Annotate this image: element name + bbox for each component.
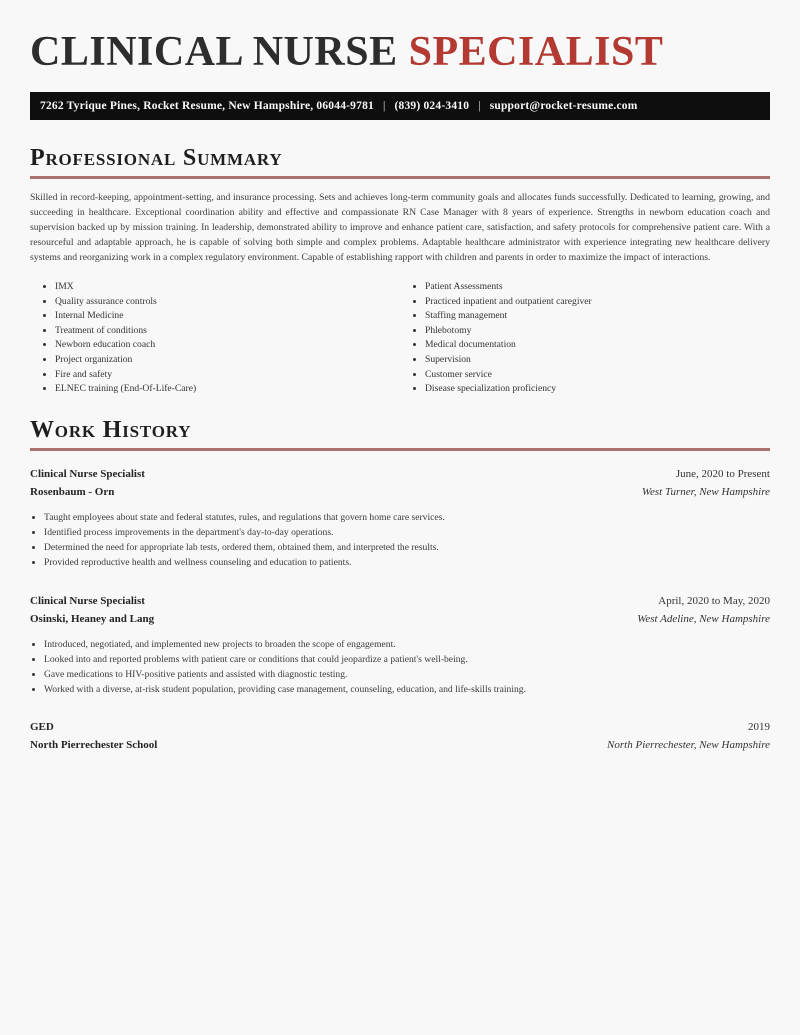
skill-item: • ELNEC training (End-Of-Life-Care)	[55, 382, 400, 397]
job-company: Osinski, Heaney and Lang	[30, 612, 155, 625]
job-dates: June, 2020 to Present	[675, 467, 770, 480]
skill-item: • Treatment of conditions	[55, 324, 400, 339]
contact-separator: |	[478, 100, 481, 113]
page-title	[30, 30, 770, 74]
section-divider	[30, 448, 770, 451]
professional-summary-section	[30, 146, 770, 397]
job-bullet: • Gave medications to HIV-positive patients and assisted with diagnostic testing.	[44, 667, 770, 682]
skill-item: • Practiced inpatient and outpatient caregiver	[425, 295, 770, 310]
education-entry	[30, 718, 770, 754]
work-history-section	[30, 418, 770, 755]
skills-list-left	[30, 280, 400, 397]
page-title-primary: CLINICAL NURSE	[30, 29, 398, 75]
job-location: West Turner, New Hampshire	[641, 485, 770, 498]
education-location: North Pierrechester, New Hampshire	[607, 739, 770, 752]
job-dates: April, 2020 to May, 2020	[658, 594, 770, 607]
skill-item: • Disease specialization proficiency	[425, 382, 770, 397]
skill-item: • IMX	[55, 280, 400, 295]
skill-item: • Fire and safety	[55, 368, 400, 383]
contact-phone: (839) 024-3410	[394, 100, 470, 113]
education-degree: GED	[30, 721, 54, 734]
job-title-row	[30, 592, 770, 610]
section-divider	[30, 176, 770, 179]
job-bullet: • Taught employees about state and federal statutes, rules, and regulations that govern home care services.	[44, 510, 770, 525]
job-entry	[30, 592, 770, 698]
job-bullet: • Introduced, negotiated, and implemented new projects to broaden the scope of engagement.	[44, 637, 770, 652]
education-school: North Pierrechester School	[30, 739, 158, 752]
skill-item: • Project organization	[55, 353, 400, 368]
section-title-work-history: Work History	[30, 416, 192, 443]
job-bullet: • Provided reproductive health and wellness counseling and education to patients.	[44, 555, 770, 570]
education-year: 2019	[748, 721, 770, 734]
job-bullet-list	[30, 637, 770, 698]
skill-item: • Medical documentation	[425, 338, 770, 353]
section-title-professional-summary: Professional Summary	[30, 145, 283, 172]
job-title-row	[30, 465, 770, 483]
skill-item: • Internal Medicine	[55, 309, 400, 324]
job-title: Clinical Nurse Specialist	[30, 594, 145, 607]
skill-item: • Staffing management	[425, 309, 770, 324]
resume-header	[30, 30, 770, 120]
contact-separator: |	[382, 100, 386, 113]
skills-columns	[30, 280, 770, 397]
skills-list-right	[400, 280, 770, 397]
job-bullet: • Identified process improvements in the department's day-to-day operations.	[44, 525, 770, 540]
contact-bar	[30, 92, 770, 120]
job-bullet: • Looked into and reported problems with patient care or conditions that could jeopardize a patient's well-being.	[44, 652, 770, 667]
contact-email: support@rocket-resume.com	[489, 100, 638, 113]
skill-item: • Supervision	[425, 353, 770, 368]
summary-paragraph: Skilled in record-keeping, appointment-setting, and insurance processing. Sets and achieves long-term community goals and allocates funds successfully. Dedicated to learning, growing, and succeeding in healthcare. Exceptional coordination ability and effective and compassionate RN Case Manager with 8 years of experience. Strengths in newborn education coach and supervision backed up by mission training. In leadership, demonstrated ability to improve and enhance patient care, satisfaction, and safety protocols for comprehensive patient care. With a resourceful and adaptable approach, he is capable of solving both simple and complex problems. Adaptable healthcare administrator with experience integrating new healthcare delivery systems and reorganizing work in a complex regulatory environment. Capable of establishing rapport with children and parents in order to maximize the impact of interactions.	[30, 192, 770, 264]
education-degree-row	[30, 718, 770, 736]
skill-item: • Customer service	[425, 368, 770, 383]
job-company-row	[30, 483, 770, 501]
skill-item: • Phlebotomy	[425, 324, 770, 339]
job-bullet: • Determined the need for appropriate lab tests, ordered them, obtained them, and interpreted the results.	[44, 540, 770, 555]
job-entry	[30, 465, 770, 571]
job-bullet: • Worked with a diverse, at-risk student population, providing case management, counseling, education, and life-skills training.	[44, 682, 770, 697]
job-company-row	[30, 610, 770, 628]
job-company: Rosenbaum - Orn	[30, 485, 115, 498]
skill-item: • Patient Assessments	[425, 280, 770, 295]
job-location: West Adeline, New Hampshire	[637, 612, 770, 625]
job-title: Clinical Nurse Specialist	[30, 467, 145, 480]
contact-address: 7262 Tyrique Pines, Rocket Resume, New Hampshire, 06044-9781	[40, 100, 374, 113]
job-bullet-list	[30, 510, 770, 571]
skill-item: • Quality assurance controls	[55, 295, 400, 310]
page-title-accent: SPECIALIST	[408, 29, 664, 75]
education-school-row	[30, 736, 770, 754]
skill-item: • Newborn education coach	[55, 338, 400, 353]
